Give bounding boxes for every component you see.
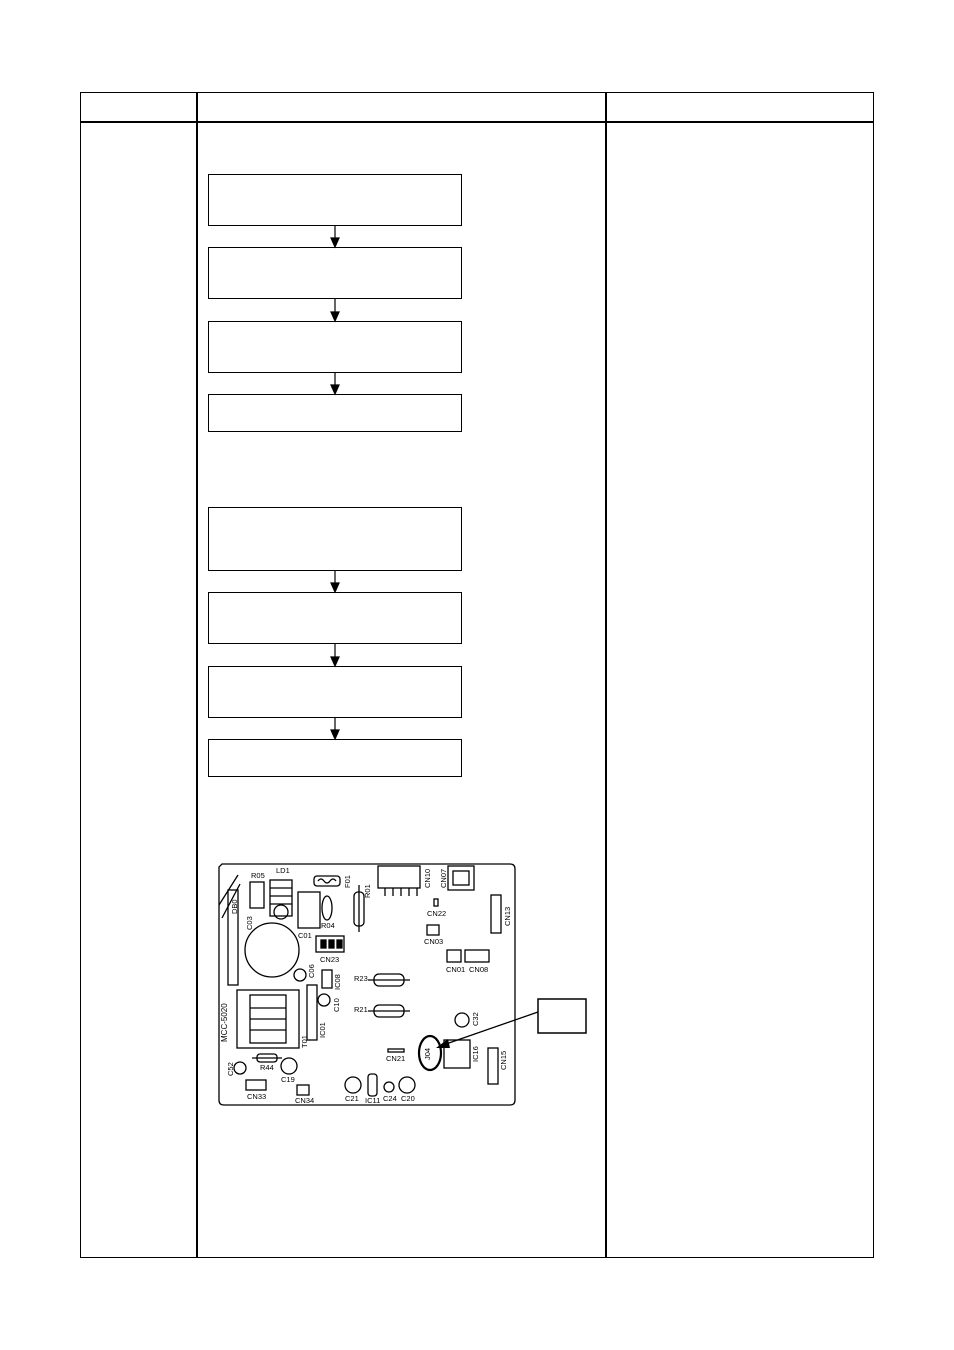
label-cn08: CN08 bbox=[469, 965, 489, 974]
label-r05: R05 bbox=[251, 871, 265, 880]
label-ic11: IC11 bbox=[365, 1096, 381, 1105]
label-cn23: CN23 bbox=[320, 955, 340, 964]
label-c21: C21 bbox=[345, 1094, 359, 1103]
label-r21: R21 bbox=[354, 1005, 368, 1014]
label-cn07: CN07 bbox=[439, 868, 448, 888]
label-c32: C32 bbox=[471, 1012, 480, 1026]
label-t01: T01 bbox=[300, 1035, 309, 1048]
label-cn03: CN03 bbox=[424, 937, 444, 946]
label-c19: C19 bbox=[281, 1075, 295, 1084]
label-j04: J04 bbox=[423, 1047, 432, 1060]
label-c20: C20 bbox=[401, 1094, 415, 1103]
label-db0: DB0 bbox=[230, 899, 239, 914]
callout-box bbox=[538, 999, 586, 1033]
label-r01: R01 bbox=[363, 884, 372, 898]
label-f01: F01 bbox=[343, 875, 352, 888]
label-c03: C03 bbox=[245, 916, 254, 930]
label-c52: C52 bbox=[226, 1062, 235, 1076]
label-r23: R23 bbox=[354, 974, 368, 983]
label-c01: C01 bbox=[298, 931, 312, 940]
label-ic16: IC16 bbox=[471, 1046, 480, 1062]
label-ic08: IC08 bbox=[333, 974, 342, 990]
label-cn15: CN15 bbox=[499, 1050, 508, 1070]
label-cn21: CN21 bbox=[386, 1054, 406, 1063]
label-c24: C24 bbox=[383, 1094, 397, 1103]
label-cn01: CN01 bbox=[446, 965, 466, 974]
label-c06: C06 bbox=[307, 964, 316, 978]
label-ic01: IC01 bbox=[318, 1022, 327, 1038]
label-cn10: CN10 bbox=[423, 868, 432, 888]
label-c10: C10 bbox=[332, 998, 341, 1012]
label-cn33: CN33 bbox=[247, 1092, 267, 1101]
label-r44: R44 bbox=[260, 1063, 274, 1072]
label-cn34: CN34 bbox=[295, 1096, 315, 1105]
label-cn22: CN22 bbox=[427, 909, 447, 918]
label-cn13: CN13 bbox=[503, 906, 512, 926]
label-board-code: MCC-5020 bbox=[220, 1003, 229, 1042]
label-r04: R04 bbox=[321, 921, 335, 930]
label-ld1: LD1 bbox=[276, 866, 290, 875]
